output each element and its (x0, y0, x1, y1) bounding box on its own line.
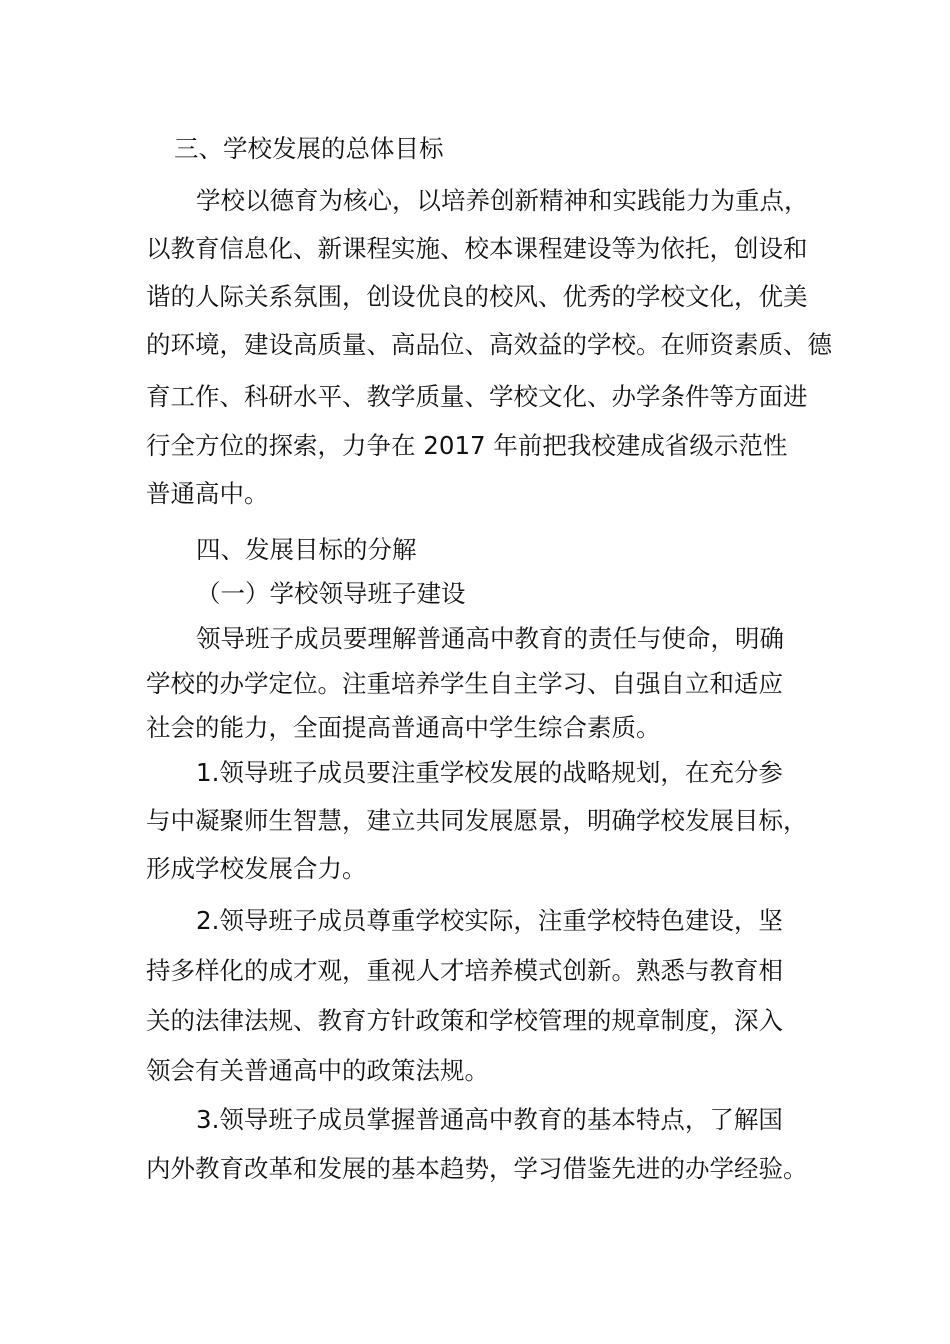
paragraph-line: 关的法律法规、教育方针政策和学校管理的规章制度，深入 (146, 1006, 783, 1035)
subsection1-heading: （一）学校领导班子建设 (196, 579, 466, 608)
paragraph-line: 形成学校发展合力。 (146, 854, 367, 883)
paragraph-line: 以教育信息化、新课程实施、校本课程建设等为依托，创设和 (146, 234, 808, 263)
paragraph-line: 2.领导班子成员尊重学校实际，注重学校特色建设，坚 (196, 906, 783, 935)
paragraph-line: 持多样化的成才观，重视人才培养模式创新。熟悉与教育相 (146, 956, 783, 985)
paragraph-line: 1.领导班子成员要注重学校发展的战略规划，在充分参 (196, 758, 783, 787)
section4-heading: 四、发展目标的分解 (196, 535, 417, 564)
paragraph-line: 育工作、科研水平、教学质量、学校文化、办学条件等方面进 (146, 382, 808, 411)
paragraph-line: 社会的能力，全面提高普通高中学生综合素质。 (146, 713, 661, 742)
paragraph-line: 的环境，建设高质量、高品位、高效益的学校。在师资素质、德 (146, 330, 832, 359)
paragraph-line: 与中凝聚师生智慧，建立共同发展愿景，明确学校发展目标， (146, 806, 808, 835)
section3-heading: 三、学校发展的总体目标 (174, 134, 444, 163)
paragraph-line: 谐的人际关系氛围，创设优良的校风、优秀的学校文化，优美 (146, 282, 808, 311)
paragraph-line: 普通高中。 (146, 479, 269, 508)
paragraph-line: 行全方位的探索，力争在 2017 年前把我校建成省级示范性 (146, 431, 788, 460)
paragraph-line: 领导班子成员要理解普通高中教育的责任与使命，明确 (196, 624, 784, 653)
paragraph-line: 领会有关普通高中的政策法规。 (146, 1056, 489, 1085)
paragraph-line: 3.领导班子成员掌握普通高中教育的基本特点，了解国 (196, 1105, 783, 1134)
paragraph-line: 内外教育改革和发展的基本趋势，学习借鉴先进的办学经验。 (146, 1154, 808, 1183)
paragraph-line: 学校的办学定位。注重培养学生自主学习、自强自立和适应 (146, 669, 783, 698)
paragraph-line: 学校以德育为核心，以培养创新精神和实践能力为重点， (196, 186, 809, 215)
